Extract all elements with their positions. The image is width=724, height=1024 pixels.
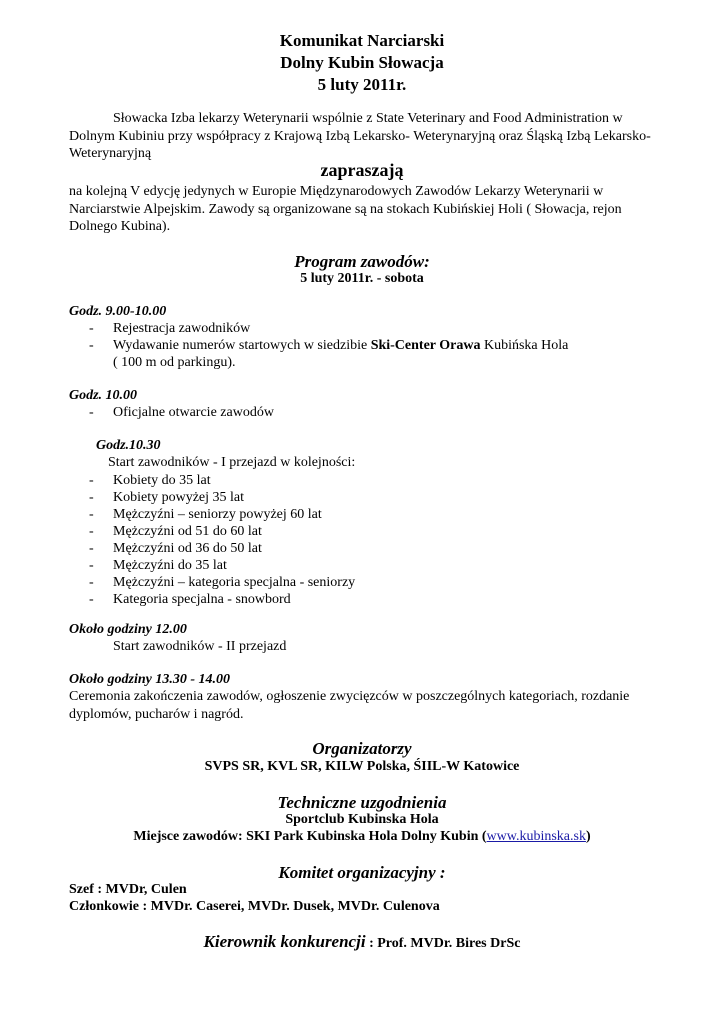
document-date: 5 luty 2011r. — [317, 75, 407, 94]
program-time-1: Godz. 9.00-10.00 — [69, 304, 167, 319]
program-ceremony-text: Ceremonia zakończenia zawodów, ogłoszenie zwycięzców w poszczególnych kategoriach, rozdanie dyplomów, pucharów i nagród. — [69, 689, 630, 722]
list-item-continued: ( 100 m od parkingu). — [113, 355, 236, 370]
director-name: Prof. MVDr. Bires DrSc — [377, 936, 521, 951]
list-item: - Mężczyźni od 36 do 50 lat — [89, 541, 262, 556]
organizers-text: SVPS SR, KVL SR, KILW Polska, ŚIIL-W Katowice — [204, 759, 520, 774]
technical-venue: Miejsce zawodów: SKI Park Kubinska Hola Dolny Kubin (www.kubinska.sk) — [133, 829, 591, 844]
director-label: Kierownik konkurencji — [203, 932, 366, 951]
program-second-run: Start zawodników - II przejazd — [113, 639, 287, 654]
technical-club: Sportclub Kubinska Hola — [285, 812, 439, 827]
committee-chief: Szef : MVDr, Culen — [69, 882, 187, 897]
list-item: - Kobiety powyżej 35 lat — [89, 490, 245, 505]
technical-title: Techniczne uzgodnienia — [277, 793, 447, 812]
list-item: - Wydawanie numerów startowych w siedzibie Ski-Center Orawa Kubińska Hola — [89, 338, 569, 353]
director-line: Kierownik konkurencji : Prof. MVDr. Bires DrSc — [203, 932, 521, 951]
program-list-3 — [69, 472, 669, 608]
intro-paragraph: Słowacka Izba lekarzy Weterynarii wspólnie z State Veterinary and Food Administration w Dolnym Kubiniu przy współpracy z Krajową Izbą Lekarsko- Weterynaryjną oraz Śląską Izbą Lekarsko-Weterynaryjną — [69, 111, 651, 161]
program-list-1 — [69, 320, 669, 371]
intro-paragraph-2: na kolejną V edycję jedynych w Europie Międzynarodowych Zawodów Lekarzy Weterynarii w Narciarstwie Alpejskim. Zawody są organizowane są na stokach Kubińskiej Holi ( Słowacja, rejon Dolnego Kubina). — [69, 184, 622, 234]
document-title: Komunikat Narciarski — [279, 31, 445, 50]
invite-heading: zapraszają — [320, 160, 404, 180]
list-item: - Mężczyźni od 51 do 60 lat — [89, 524, 262, 539]
program-title: Program zawodów: — [294, 252, 430, 271]
list-item: - Oficjalne otwarcie zawodów — [89, 405, 274, 420]
document-subtitle-location: Dolny Kubin Słowacja — [280, 53, 444, 72]
list-item: - Kobiety do 35 lat — [89, 473, 211, 488]
organizers-title: Organizatorzy — [312, 739, 412, 758]
program-date: 5 luty 2011r. - sobota — [300, 271, 424, 286]
program-time-2: Godz. 10.00 — [69, 388, 138, 403]
committee-title: Komitet organizacyjny : — [278, 863, 446, 882]
program-list-2 — [69, 404, 669, 421]
committee-members: Członkowie : MVDr. Caserei, MVDr. Dusek, MVDr. Culenova — [69, 899, 440, 914]
list-item: - Mężczyźni – kategoria specjalna - seniorzy — [89, 575, 356, 590]
program-time-3: Godz.10.30 — [96, 438, 161, 453]
program-time-5: Około godziny 13.30 - 14.00 — [69, 672, 230, 687]
program-start-intro: Start zawodników - I przejazd w kolejności: — [108, 455, 356, 470]
list-item: - Mężczyźni – seniorzy powyżej 60 lat — [89, 507, 322, 522]
list-item: - Mężczyźni do 35 lat — [89, 558, 227, 573]
website-link[interactable]: www.kubinska.sk — [486, 829, 586, 844]
program-time-4: Około godziny 12.00 — [69, 622, 187, 637]
list-item: - Rejestracja zawodników — [89, 321, 251, 336]
list-item: - Kategoria specjalna - snowbord — [89, 592, 291, 607]
